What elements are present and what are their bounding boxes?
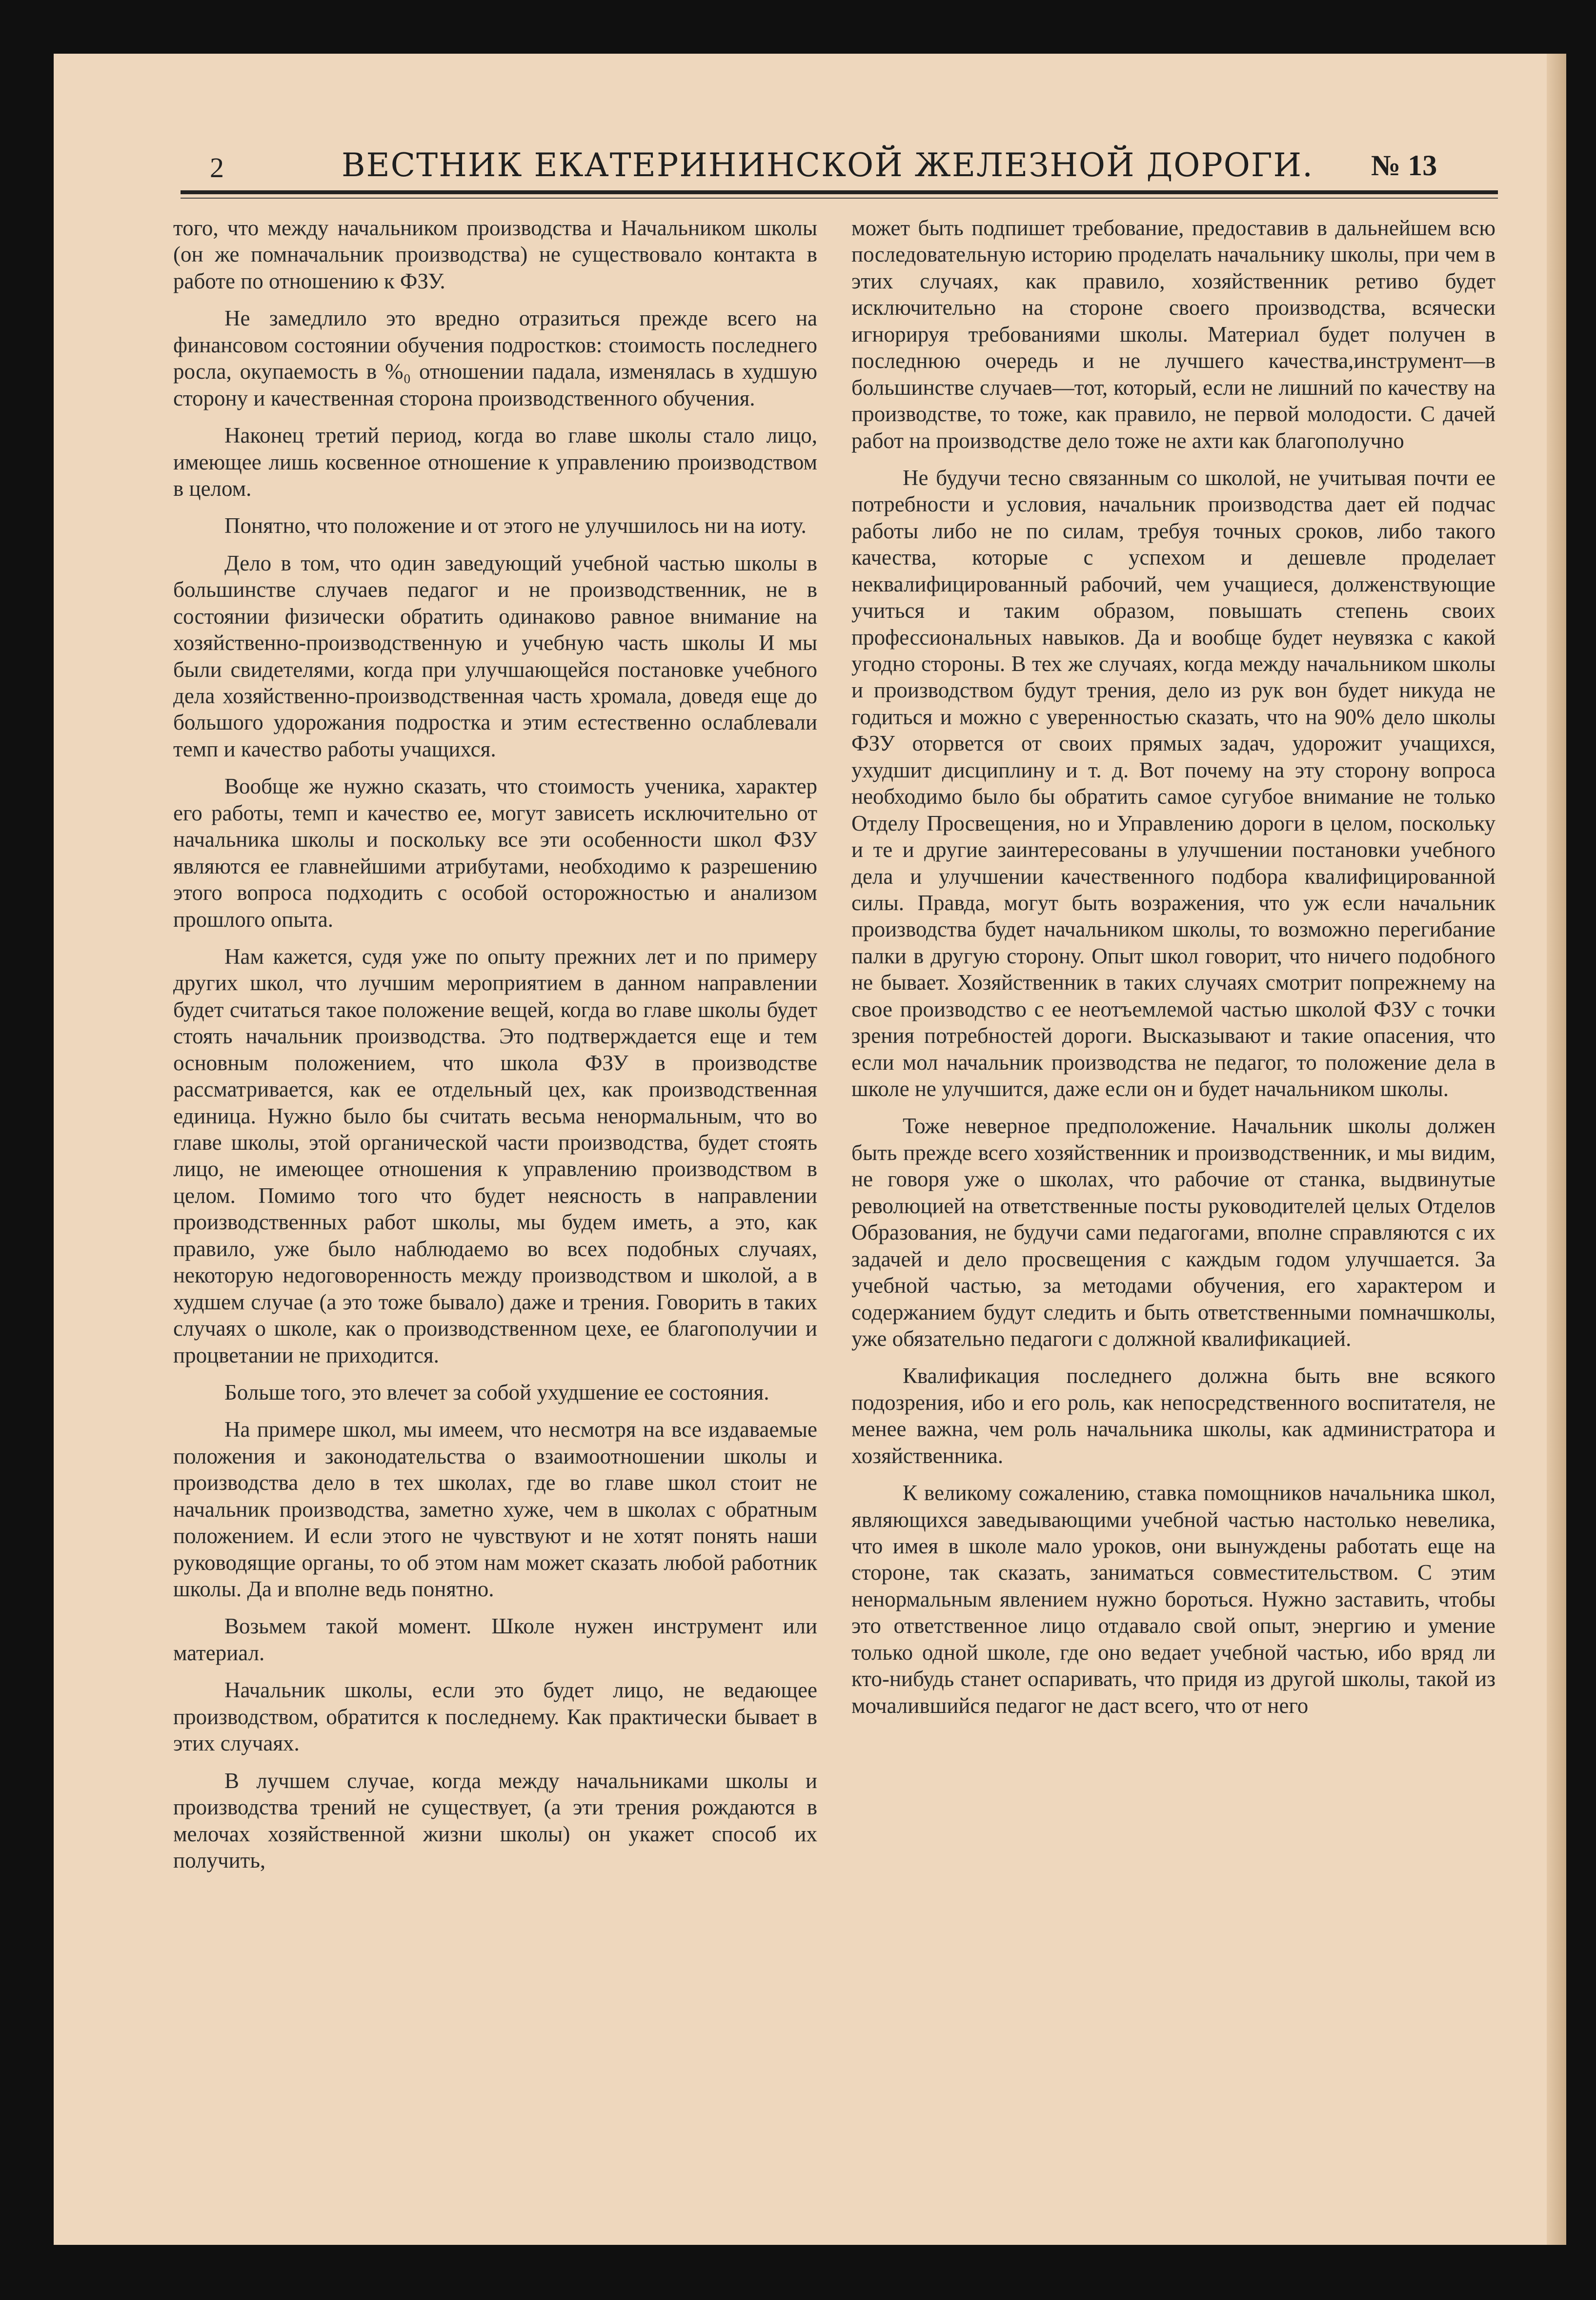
paragraph: Понятно, что положение и от этого не улучшилось ни на иоту.: [224, 513, 807, 538]
left-column: [173, 215, 817, 1884]
paragraph: Не будучи тесно связанным со школой, не учитывая почти ее потребности и условия, начальник производства дает ей подчас работы либо не по силам, требуя точных сроков, либо такого качества, которые с успехом и дешевле проделает неквалифицированный рабочий, чем учащиеся, долженствующие учиться и таким образом, повышать степень своих профессиональных навыков. Да и вообще будет неувязка с какой угодно стороны. В тех же случаях, когда между начальником школы и производством будут трения, дело из рук вон будет никуда не годиться и можно с уверенностью сказать, что на 90% дело школы ФЗУ оторвется от своих прямых задач, удорожит учащихся, ухудшит дисциплину и т. д. Вот почему на эту сторону вопроса необходимо было бы обратить самое сугубое внимание не только Отделу Просвещения, но и Управлению дороги в целом, поскольку и те и другие заинтересованы в улучшении постановки учебного дела и улучшении качественного подбора квалифицированной силы. Правда, могут быть возражения, что уж если начальник производства будет начальником школы, то возможно перегибание палки в другую сторону. Опыт школ говорит, что ничего подобного не бывает. Хозяйственник в таких случаях смотрит попрежнему на свое производство с ее неотъемлемой частью школой ФЗУ с точки зрения потребностей дороги. Высказывают и такие опасения, что если мол начальник производства не педагог, то положение дела в школе не улучшится, даже если он и будет начальником школы.: [851, 465, 1495, 1101]
paragraph: Тоже неверное предположение. Начальник школы должен быть прежде всего хозяйственник и производственник, и мы видим, не говоря уже о школах, что рабочие от станка, выдвинутые революцией на ответственные посты руководителей целых Отделов Образования, не будучи сами педагогами, вполне справляются с их задачей и дело просвещения с каждым годом улучшается. За учебной частью, за методами обучения, его характером и содержанием будут следить и быть ответственными помначшколы, уже обязательно педагоги с должной квалификацией.: [851, 1114, 1495, 1351]
page-title: ВЕСТНИК ЕКАТЕРИНИНСКОЙ ЖЕЛЕЗНОЙ ДОРОГИ.: [342, 146, 1314, 184]
header-rule: [181, 190, 1498, 194]
paragraph: Не замедлило это вредно отразиться прежде всего на финансовом состоянии обучения подростков: стоимость последнего росла, окупаемость в %₀ отношении падала, изменялась в худшую сторону и качественная сторона производственного обучения.: [173, 306, 817, 410]
paragraph: Квалификация последнего должна быть вне всякого подозрения, ибо и его роль, как непосредственного воспитателя, не менее важна, чем роль начальника школы, как администратора и хозяйственника.: [851, 1364, 1495, 1468]
paragraph: того, что между начальником производства и Начальником школы (он же помначальник производства) не существовало контакта в работе по отношению к ФЗУ.: [173, 216, 817, 293]
paragraph: может быть подпишет требование, предоставив в дальнейшем всю последовательную историю проделать начальнику школы, при чем в этих случаях, как правило, хозяйственник ретиво будет исключительно на стороне своего производства, всячески игнорируя требованиями школы. Материал будет получен в последнюю очередь и не лучшего качества,инструмент—в большинстве случаев—тот, который, если не лишний по качеству на производстве, то тоже, как правило, не первой молодости. С дачей работ на производстве дело тоже не ахти как благополучно: [851, 216, 1495, 453]
paragraph: Начальник школы, если это будет лицо, не ведающее производством, обратится к последнему. Как практически бывает в этих случаях.: [173, 1678, 817, 1756]
paragraph: Дело в том, что один заведующий учебной частью школы в большинстве случаев педагог и не производственник, не в состоянии физически обратить одинаково равное внимание на хозяйственно-производственную и учебную часть школы И мы были свидетелями, когда при улучшающейся постановке учебного дела хозяйственно-производственная часть хромала, доведя еще до большого удорожания подростка и этим естественно ослаблевали темп и качество работы учащихся.: [173, 550, 817, 761]
paragraph: К великому сожалению, ставка помощников начальника школ, являющихся заведывающими учебной частью настолько невелика, что имея в школе мало уроков, они вынуждены работать еще на стороне, так сказать, заниматься совместительством. С этим ненормальным явлением нужно бороться. Нужно заставить, чтобы это ответственное лицо отдавало свой опыт, энергию и умение только одной школе, где оно ведает учебной частью, ибо вряд ли кто-нибудь станет оспаривать, что придя из другой школы, такой из мочалившийся педагог не даст всего, что от него: [851, 1481, 1495, 1718]
page-edge: [1547, 54, 1566, 2245]
paragraph: Нам кажется, судя уже по опыту прежних лет и по примеру других школ, что лучшим мероприятием в данном направлении будет считаться такое положение вещей, когда во главе школы будет стоять начальник производства. Это подтверждается еще и тем основным положением, что школа ФЗУ в производстве рассматривается, как ее отдельный цех, как производственная единица. Нужно было бы считать весьма ненормальным, что во главе школы, этой органической части производства, будет стоять лицо, не имеющее отношения к управлению производством в целом. Помимо того что будет неясность в направлении производственных работ школы, мы будем иметь, а это, как правило, уже было наблюдаемо во всех подобных случаях, некоторую недоговоренность между производством и школой, а в худшем случае (а это тоже бывало) даже и трения. Говорить в таких случаях о школе, как о производственном цехе, ее благополучии и процветании не приходится.: [173, 944, 817, 1367]
paragraph: Вообще же нужно сказать, что стоимость ученика, характер его работы, темп и качество ее, могут зависеть исключительно от начальника школы и поскольку все эти особенности школ ФЗУ являются ее главнейшими атрибутами, необходимо к разрешению этого вопроса подходить с особой осторожностью и анализом прошлого опыта.: [173, 774, 817, 932]
paragraph: Наконец третий период, когда во главе школы стало лицо, имеющее лишь косвенное отношение к управлению производством в целом.: [173, 423, 817, 501]
issue-number: № 13: [1371, 149, 1437, 182]
paragraph: В лучшем случае, когда между начальниками школы и производства трений не существует, (а эти трения рождаются в мелочах хозяйственной жизни школы) он укажет способ их получить,: [173, 1768, 817, 1873]
paragraph: Больше того, это влечет за собой ухудшение ее состояния.: [224, 1380, 769, 1404]
right-column: [851, 215, 1495, 1730]
paragraph: Возьмем такой момент. Школе нужен инструмент или материал.: [173, 1614, 817, 1665]
header-rule-thin: [181, 198, 1498, 199]
page-number: 2: [210, 152, 224, 183]
paragraph: На примере школ, мы имеем, что несмотря на все издаваемые положения и законодательства о взаимоотношении школы и производства дело в тех школах, где во главе школ стоит не начальник производства, заметно хуже, чем в школах с обратным положением. И если этого не чувствуют и не хотят понять наши руководящие органы, то об этом нам может сказать любой работник школы. Да и вполне ведь понятно.: [173, 1417, 817, 1601]
